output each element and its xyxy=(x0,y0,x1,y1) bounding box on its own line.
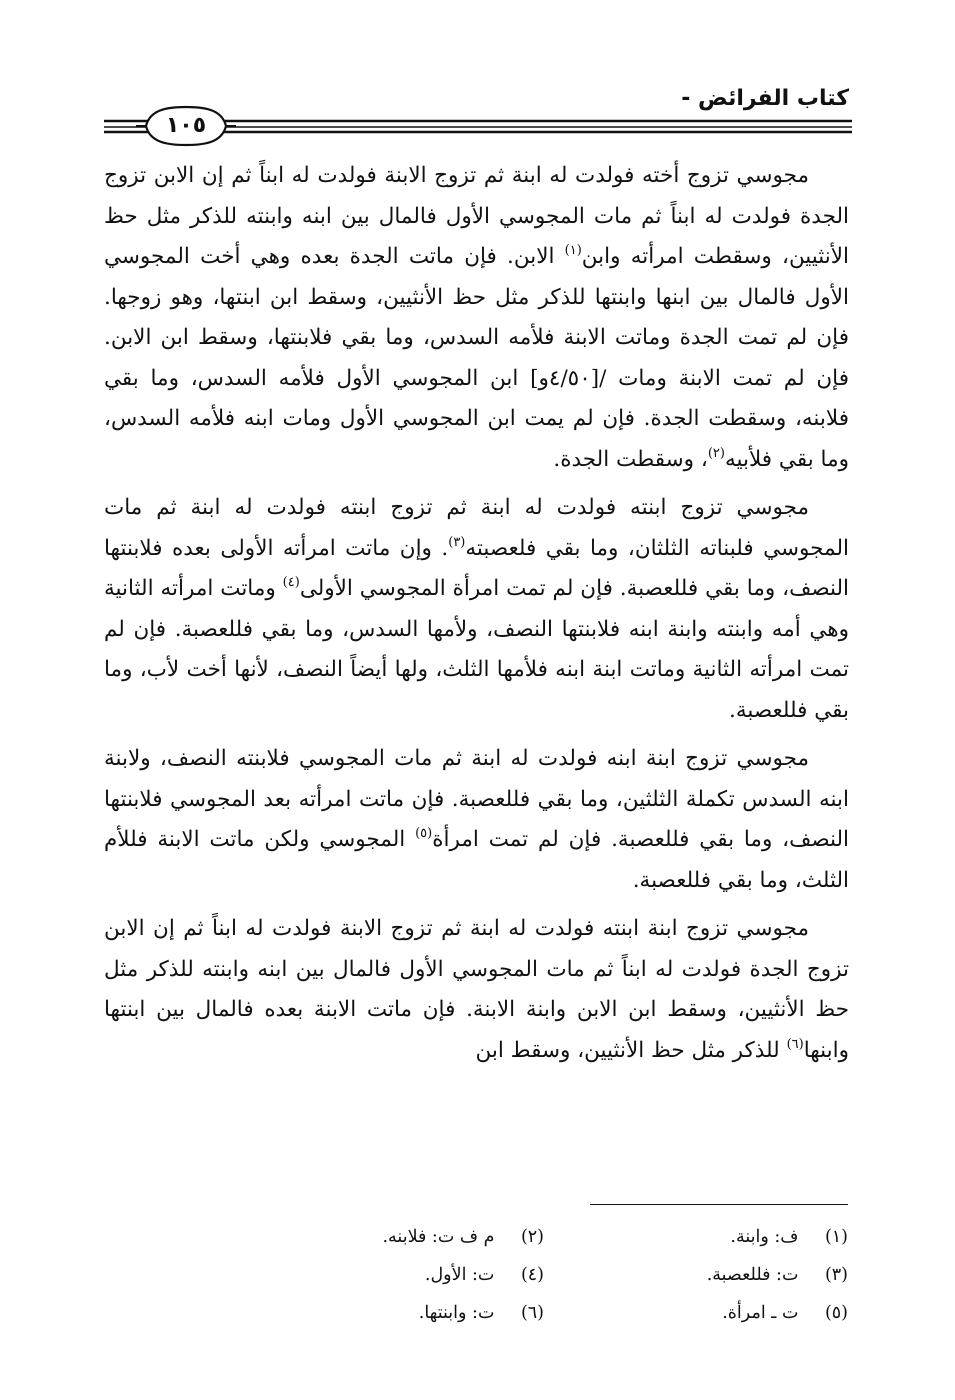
footnote-ref: (١) xyxy=(564,243,582,258)
main-text xyxy=(104,156,849,1071)
footnote-text: م ف ت: فلابنه. xyxy=(382,1227,495,1247)
footnote-row xyxy=(240,1294,848,1332)
footnote-number: (٢) xyxy=(520,1227,544,1247)
footnote-ref: (٣) xyxy=(448,534,466,550)
footnote-number: (٥) xyxy=(824,1303,848,1323)
footnote-number: (٣) xyxy=(824,1265,848,1285)
footnote xyxy=(240,1256,544,1294)
paragraph xyxy=(104,909,849,1071)
footnotes xyxy=(240,1218,848,1332)
footnote xyxy=(544,1256,848,1294)
footnote-ref: (٥) xyxy=(415,826,433,841)
footnote-number: (٤) xyxy=(520,1265,544,1285)
footnote xyxy=(240,1294,544,1332)
footnote-row xyxy=(240,1218,848,1256)
paragraph xyxy=(104,739,849,901)
text-run: للذكر مثل حظ الأنثيين، وسقط ابن xyxy=(475,1037,787,1063)
text-run: الابن. فإن ماتت الجدة بعده وهي أخت المجوسي الأول فالمال بين ابنها وابنتها للذكر مثل حظ الأنثيين، وسقط ابن ابنتها، وهو زوجها. فإن لم تمت الجدة وماتت الابنة فلأمه السدس، وما بقي فلابنتها، وسقط ابن الابن. فإن لم تمت الابنة ومات /[٤/٥٠و] ابن المجوسي الأول فلأمه السدس، وما بقي فلابنه، وسقطت الجدة. فإن لم يمت ابن المجوسي الأول ومات ابنه فلأمه السدس، وما بقي فلأبيه xyxy=(104,244,849,472)
footnote-number: (٦) xyxy=(520,1303,544,1323)
footnote-separator xyxy=(590,1204,848,1205)
text-run: مجوسي تزوج ابنته فولدت له ابنة ثم تزوج ابنته فولدت له ابنة ثم مات المجوسي فلبناته الثلثان، وما بقي فلعصبته xyxy=(104,495,849,561)
text-run: ، وسقطت الجدة. xyxy=(553,446,708,472)
footnote-ref: (٤) xyxy=(282,575,300,590)
footnote xyxy=(544,1294,848,1332)
text-run: مجوسي تزوج ابنة ابنته فولدت له ابنة ثم تزوج الابنة فولدت له ابناً ثم إن الابن تزوج الجدة فولدت له ابناً ثم مات المجوسي الأول فالمال بين ابنه وابنته للذكر مثل حظ الأنثيين، وسقط ابن الابن وابنة الابنة. فإن ماتت الابنة بعده فالمال بين ابنتها وابنها xyxy=(104,916,849,1063)
text-run: وماتت امرأته الثانية وهي أمه وابنته وابنة ابنه فلابنتها النصف، ولأمها السدس، وما بقي فللعصبة. فإن لم تمت امرأته الثانية وماتت ابنة ابنه فلأمها الثلث، ولها أيضاً النصف، لأنها أخت لأب، وما بقي فللعصبة. xyxy=(104,576,849,723)
text-run: مجوسي تزوج أخته فولدت له ابنة ثم تزوج الابنة فولدت له ابناً ثم إن الابن تزوج الجدة فولدت له ابناً ثم مات المجوسي الأول فالمال بين ابنه وابنته للذكر مثل حظ الأنثيين، وسقطت امرأته وابن xyxy=(104,163,849,269)
text-run: المجوسي ولكن ماتت الابنة فللأم الثلث، وما بقي فللعصبة. xyxy=(104,827,849,893)
text-run: مجوسي تزوج ابنة ابنه فولدت له ابنة ثم مات المجوسي فلابنته النصف، ولابنة ابنه السدس تكملة الثلثين، وما بقي فللعصبة. فإن ماتت امرأته بعد المجوسي فلابنتها النصف، وما بقي فللعصبة. فإن لم تمت امرأة xyxy=(104,746,849,852)
footnote-ref: (٢) xyxy=(707,445,725,461)
footnote-text: ت: وابنتها. xyxy=(418,1303,495,1323)
page-number: ١٠٥ xyxy=(165,113,207,138)
paragraph xyxy=(104,156,849,480)
text-run: . وإن ماتت امرأته الأولى بعده فلابنتها النصف، وما بقي فللعصبة. فإن لم تمت امرأة المجوسي الأولى xyxy=(104,535,849,601)
footnote-text: ف: وابنة. xyxy=(730,1227,799,1247)
footnote-text: ت ـ امرأة. xyxy=(722,1303,799,1323)
footnote-text: ت: فللعصبة. xyxy=(706,1265,799,1285)
footnote-ref: (٦) xyxy=(786,1036,804,1052)
footnote-text: ت: الأول. xyxy=(424,1265,495,1285)
footnote-number: (١) xyxy=(824,1227,848,1247)
footnote xyxy=(544,1218,848,1256)
footnote-row xyxy=(240,1256,848,1294)
footnote xyxy=(240,1218,544,1256)
paragraph xyxy=(104,488,849,731)
running-title: كتاب الفرائض - xyxy=(681,86,849,111)
